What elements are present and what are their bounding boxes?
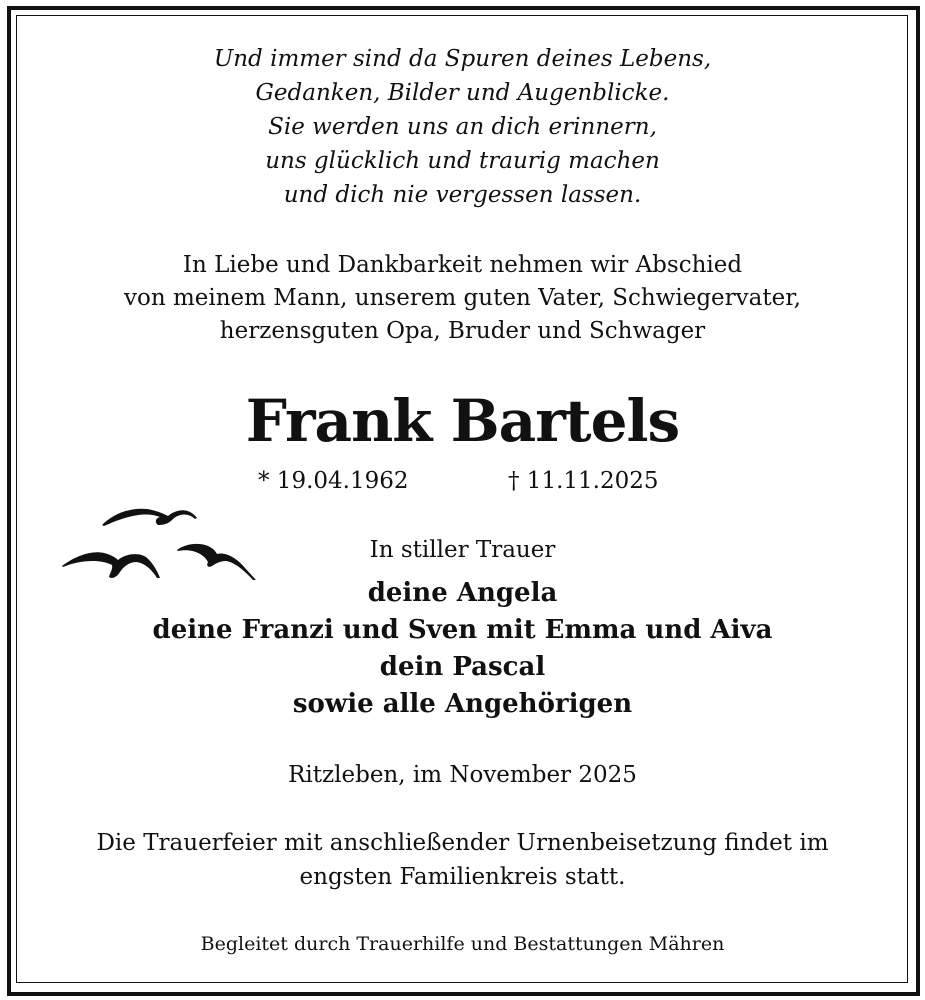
death-date: † 11.11.2025 — [508, 468, 659, 494]
intro-line: herzensguten Opa, Bruder und Schwager — [219, 318, 706, 344]
place-date: Ritzleben, im November 2025 — [288, 762, 637, 788]
poem-line: Sie werden uns an dich erinnern, — [268, 114, 657, 140]
funeral-note-line: Die Trauerfeier mit anschließender Urnenbeisetzung findet im — [96, 830, 829, 856]
footer-credit: Begleitet durch Trauerhilfe und Bestattungen Mähren — [200, 933, 725, 955]
mourning-intro: In stiller Trauer — [369, 537, 556, 563]
poem-line: Und immer sind da Spuren deines Lebens, — [213, 46, 712, 72]
mourner-line: dein Pascal — [379, 652, 546, 682]
deceased-name: Frank Bartels — [245, 387, 680, 455]
poem-line: uns glücklich und traurig machen — [265, 148, 660, 174]
birth-date: * 19.04.1962 — [258, 468, 409, 494]
intro-line: von meinem Mann, unserem guten Vater, Schwiegervater, — [123, 285, 801, 311]
poem-line: und dich nie vergessen lassen. — [283, 182, 642, 208]
mourner-line: deine Angela — [367, 578, 558, 608]
mourner-line: deine Franzi und Sven mit Emma und Aiva — [152, 615, 773, 645]
poem-line: Gedanken, Bilder und Augenblicke. — [255, 80, 670, 106]
mourner-line: sowie alle Angehörigen — [292, 689, 633, 719]
intro-line: In Liebe und Dankbarkeit nehmen wir Abschied — [182, 252, 743, 278]
funeral-note-line: engsten Familienkreis statt. — [299, 864, 626, 890]
